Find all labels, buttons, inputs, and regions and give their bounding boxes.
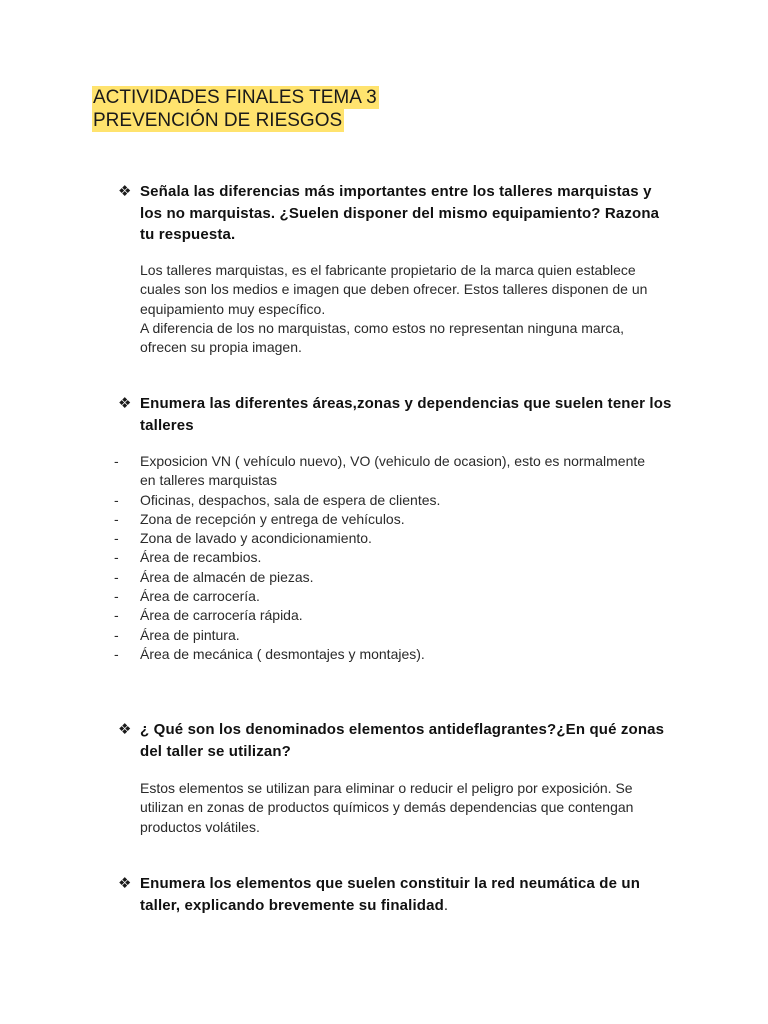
answer-3-paragraph-1: Estos elementos se utilizan para eliminar o reducir el peligro por exposición. Se utilizan en zonas de productos químicos y demás dependencias que contengan productos volátiles.: [140, 780, 634, 835]
question-4-text: [140, 873, 675, 916]
list-item: [114, 606, 674, 625]
diamond-bullet-icon: ❖: [118, 183, 132, 200]
list-item: [114, 548, 674, 567]
list-item-text: Área de pintura.: [140, 626, 240, 643]
diamond-bullet-icon: ❖: [118, 875, 132, 892]
list-item: [114, 645, 674, 664]
dash-bullet-icon: -: [114, 645, 119, 662]
title-line-2: PREVENCIÓN DE RIESGOS: [93, 110, 343, 131]
list-item-text: Zona de lavado y acondicionamiento.: [140, 530, 372, 547]
list-item-text: Área de mecánica ( desmontajes y montajes).: [140, 645, 425, 662]
areas-list: [114, 452, 674, 664]
diamond-bullet-icon: ❖: [118, 721, 132, 738]
list-item-text: Exposicion VN ( vehículo nuevo), VO (vehiculo de ocasion), esto es normalmente: [140, 453, 646, 469]
list-item-text: Área de carrocería rápida.: [140, 607, 303, 624]
list-item: [114, 529, 674, 548]
list-item: [114, 491, 674, 510]
title-line-1: ACTIVIDADES FINALES TEMA 3: [93, 87, 377, 108]
list-item-text: Área de recambios.: [140, 549, 262, 566]
dash-bullet-icon: -: [114, 530, 119, 547]
list-item-text: Área de almacén de piezas.: [140, 568, 314, 585]
dash-bullet-icon: -: [114, 568, 119, 585]
list-item: [114, 568, 674, 587]
question-2-text: Enumera las diferentes áreas,zonas y dependencias que suelen tener los talleres: [140, 395, 672, 434]
answer-1-paragraph-1: Los talleres marquistas, es el fabricante propietario de la marca quien establece cuales son los medios e imagen que deben ofrecer. Estos talleres disponen de un equipamiento muy específico.: [140, 262, 648, 317]
dash-bullet-icon: -: [114, 453, 119, 469]
list-item-text: Zona de recepción y entrega de vehículos.: [140, 510, 405, 527]
diamond-bullet-icon: ❖: [118, 395, 132, 412]
dash-bullet-icon: -: [114, 607, 119, 624]
question-3-text: ¿ Qué son los denominados elementos antideflagrantes?¿En qué zonas del taller se utilizan?: [140, 721, 665, 760]
list-item-text: Oficinas, despachos, sala de espera de clientes.: [140, 491, 441, 508]
answer-1-paragraph-2: A diferencia de los no marquistas, como estos no representan ninguna marca, ofrecen su propia imagen.: [140, 319, 625, 356]
answer-3: [140, 779, 670, 837]
dash-bullet-icon: -: [114, 588, 119, 605]
dash-bullet-icon: -: [114, 549, 119, 566]
list-item-continuation: en talleres marquistas: [140, 472, 277, 489]
dash-bullet-icon: -: [114, 626, 119, 643]
answer-1: [140, 261, 670, 357]
question-4-main: Enumera los elementos que suelen constituir la red neumática de un taller, explicando brevemente su finalidad: [140, 875, 641, 914]
list-item: [114, 626, 674, 645]
list-item-text: Área de carrocería.: [140, 588, 260, 605]
list-item: [114, 510, 674, 529]
list-item: [114, 452, 674, 491]
question-1-text: Señala las diferencias más importantes entre los talleres marquistas y los no marquistas. ¿Suelen disponer del mismo equipamiento? Razona tu respuesta.: [140, 183, 660, 243]
question-4-period: .: [443, 896, 449, 914]
dash-bullet-icon: -: [114, 491, 119, 508]
list-item: [114, 587, 674, 606]
dash-bullet-icon: -: [114, 510, 119, 527]
